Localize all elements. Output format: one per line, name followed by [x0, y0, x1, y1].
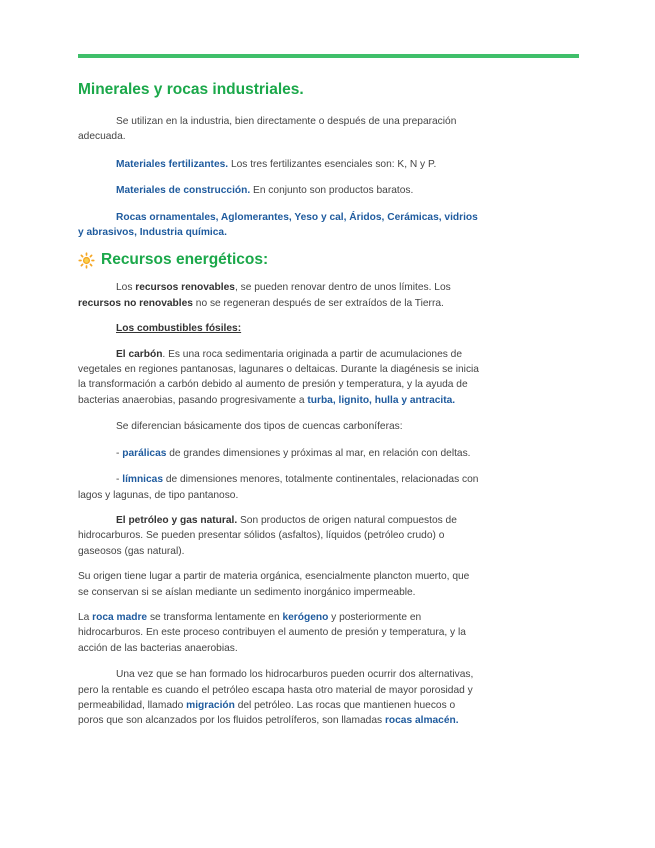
paragraph-construccion: Materiales de construcción. En conjunto son productos baratos.: [116, 185, 414, 197]
paragraph-petroleo: El petróleo y gas natural. Son productos de origen natural compuestos de hidrocarburos. Se pueden presentar sólidos (asfaltos), líquidos (petróleo crudo) o gaseosos (gas natural).: [78, 514, 457, 557]
paragraph-renovables: Los recursos renovables, se pueden renovar dentro de unos límites. Los recursos no renovables no se regeneran después de ser extraídos de la Tierra.: [78, 282, 451, 309]
paragraph-intro: Se utilizan en la industria, bien directamente o después de una preparación adecuada.: [78, 116, 457, 143]
document-body: [78, 80, 482, 729]
section-title-minerales: Minerales y rocas industriales.: [78, 81, 304, 98]
paragraph-limnicas: - límnicas de dimensiones menores, totalmente continentales, relacionadas con lagos y lagunas, de tipo pantanoso.: [78, 474, 479, 501]
section-title-recursos: Recursos energéticos:: [78, 250, 482, 270]
subheading-combustibles: Los combustibles fósiles:: [116, 323, 242, 335]
top-divider: [78, 54, 579, 58]
paragraph-cuencas: Se diferencian básicamente dos tipos de cuencas carboníferas:: [116, 421, 403, 433]
paragraph-paralicas: - parálicas de grandes dimensiones y próximas al mar, en relación con deltas.: [116, 447, 471, 459]
paragraph-roca-madre: La roca madre se transforma lentamente en kerógeno y posteriormente en hidrocarburos. En este proceso contribuyen el aumento de presión y temperatura, y la acción de las bacterias anaerobias.: [78, 611, 466, 654]
paragraph-origen: Su origen tiene lugar a partir de materia orgánica, esencialmente plancton muerto, que se conservan si se aíslan mediante un sedimento inorgánico impermeable.: [78, 571, 470, 598]
paragraph-rocas-list: Rocas ornamentales, Aglomerantes, Yeso y cal, Áridos, Cerámicas, vidrios y abrasivos, Industria química.: [78, 211, 478, 239]
paragraph-fertilizantes: Materiales fertilizantes. Los tres fertilizantes esenciales son: K, N y P.: [116, 158, 437, 170]
paragraph-migracion: Una vez que se han formado los hidrocarburos pueden ocurrir dos alternativas, pero la rentable es cuando el petróleo escapa hasta otro material de mayor porosidad y permeabilidad, llamado migración del petróleo. Las rocas que mantienen huecos o poros que son alcanzados por los fluidos petrolíferos, son llamadas rocas almacén.: [78, 669, 474, 727]
paragraph-carbon: El carbón. Es una roca sedimentaria originada a partir de acumulaciones de vegetales en regiones pantanosas, lagunares o deltaicas. Durante la diagénesis se inicia la transformación a carbón debido al aumento de presión y temperatura, y la ayuda de bacterias anaerobias, pasando progresivamente a turba, lignito, hulla y antracita.: [78, 348, 479, 406]
sun-icon: [78, 252, 95, 269]
